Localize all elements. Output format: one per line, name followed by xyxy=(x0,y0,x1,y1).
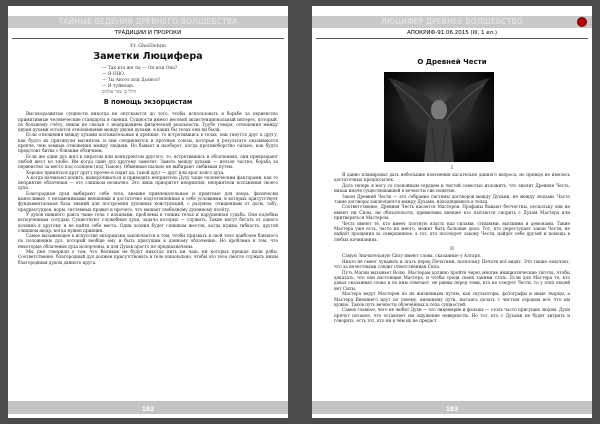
author-name: Fr. GhoIDohim xyxy=(130,44,166,49)
article-subheading: В помощь экзорцистам xyxy=(103,98,193,107)
header-band xyxy=(8,16,288,28)
paragraph: Путь Магии вызывает Волю. Мастерам должно пройти через многие инициатические тяготы, чтобы доказать, что они настоящие Мастера, и чтобы среди своих такими стать. Если для Мастера те, кто давал сказанные слова и по ним отвечает, не равны перед теми, кто не следует Чести, то у этих людей нет Силы. xyxy=(334,269,570,291)
seal-icon xyxy=(577,17,587,27)
page-number: 182 xyxy=(141,406,155,413)
paragraph: Высокоразвитые сущности никогда не опускаются до того, чтобы использовать в борьбе за первенство примитивные человеческие стандарты и оценки. Сущности имеют весовой экзистенциональный интерес, который, по большому счёту, никак не связан с недержанием физической реальности. Грубо говоря, отношения между двумя духами остаются отношениями между двумя духами, в каких бы телах они ни были. xyxy=(18,111,278,133)
section-rubric: ТРАДИЦИИ И ПРОРОКИ xyxy=(114,30,182,36)
page-number: 183 xyxy=(445,406,459,413)
paragraph: Я давно планировал дать небольшие пояснения касательно данного вопроса, но прежде не имелось достаточных предпосылок. xyxy=(334,172,570,183)
epigraph-hebrew: הילל בן שחר אלהים xyxy=(102,90,137,96)
article-body xyxy=(334,164,570,396)
dark-angel-photo xyxy=(384,72,494,162)
section-rubric: АПОКРИФ-91.06.2015 (III, 1 ел.) xyxy=(406,30,498,36)
paragraph: Благородные духи выбирают себе тела, внешне привлекательные и приятные для взора, физически выносливые, с незаменимыми внешними и достаточно подготовленные к себе условиями, в которых присутствует фундаментальная база знаний для построения духовных конструкций, с разумом, очищенным от догм, табу, предрассудков, норм, системных правил и прочего, что мешает свободному духовному полёту. xyxy=(18,190,278,212)
article-body xyxy=(18,42,278,396)
divider xyxy=(12,38,284,39)
section-marker: I xyxy=(451,165,453,171)
paragraph: Мастера ведут Мастеров по их жизненным путям, как скульпторы, фотографы и иные творцы, а Мастера Внешнего идут по своему, внешнему пути, пытаясь делать с чистым сердцем всё, что им нужно. Таков путь вечности облечённых в тела сущностей. xyxy=(334,291,570,307)
paragraph: Самое вызывающее в искусстве экзорцизма заключается в том, чтобы призвать в свой тело наиболее близкого по положению дух, который вообще ему и быть присущим к данному облачению. Но проблема в том, что некоторые облачения духа испорчены, и для Духов просто не предназначены. xyxy=(18,233,278,249)
header-band-text: ЛЮЦИФЕР ДРЕВНЕЕ ВОЛШЕБСТВО xyxy=(381,17,523,26)
paragraph: У духов нижнего ранга чаще тела с изъянами, проблемы в тонких телах и нарушенная судьба. Они подобны испорченным сосудам. Существуют служебные духи, задача которых — служить. Такие могут бегать от одного хозяина к другому и не найти себе места. Один хозяин будет слишком жесток, когда нужна гибкость, другой слишком щедр, когда нужен принцип. xyxy=(18,211,278,233)
paragraph: Дата теперь я могу со спокойным сердцем и чистой совестью изложить, что значит Древняя Честь, никак иначе существовавшей в вечности сие понятие. xyxy=(334,182,570,194)
paragraph: Никто не смеет лукавить и лгать перед Печатями, поскольку Печати всё видят. Это также означает, что за нечестными следит ответственная Сила. xyxy=(334,258,570,270)
right-page xyxy=(312,6,592,418)
article-title: Заметки Люцифера xyxy=(93,51,203,63)
article-title: О Древней Чести xyxy=(417,58,487,66)
paragraph: А когда начинают копить, выворачиваться и приводить неприятель Духу чаще человеческим факторами, как то неприятие облачения — это слишком незначно. Это лишь приоритет неприятия, неприятели положения своего духа. xyxy=(18,174,278,191)
section-marker: II xyxy=(450,246,454,253)
epigraph-line: — Ты Ангел или Дьявол? xyxy=(102,78,160,84)
paragraph: Если отношения между духами положительные и крепкие, то встретившись в телах, они тянутся друг к другу, как будто их притянули магнитом, и они соединяются в прочные союзы, которые в результате оказываются крепче, чем земные отношения между людьми. Но бывает и наоборот, когда противоборство сильно, как будто предстоит битва с близким обличием. xyxy=(18,132,278,154)
paragraph: Самую Значительную Силу имеют слова, сказанные у Алтаря. xyxy=(342,253,482,259)
paragraph: Хорошо приняться друг другу прочее в сидит да, такой друг — друг или враг конго духа. xyxy=(26,169,225,175)
epigraph-line: — Я ОНО. xyxy=(102,72,126,78)
header-band xyxy=(312,16,592,28)
left-page xyxy=(8,6,288,418)
header-band-text: ТАЙНЫЕ ВЕДЕНИЯ ДРЕВНЕГО ВОЛШЕБСТВА xyxy=(58,17,238,26)
epigraph-line: — Так кто же ты — Он или Она? xyxy=(102,66,178,72)
paragraph: Закон Древней Чести — это собрание системы договоров между Духами, не между людьми. Часто такие договоры заключаются между Духами, находящимися в телах. xyxy=(334,193,570,205)
epigraph-line: — Я чуйвоще. xyxy=(102,84,135,90)
paragraph: Мы уже говорили о том, что Великие не будут никогда пить ни чаш, ни которых прежде пили рабы. Соответственно, благородный дух должен присутствовать в теле изначально, чтобы это тело смогло служить иным благородным духом данного круга. xyxy=(18,249,278,265)
paragraph: Честь имеют те, кто имеет плотную власть над силами, стихиями, высшими и демонами. Такие Мастера уже есть, часто их много, может быть большие дела. Тот, кто переступает закон Чести, не найдёт прощения за совершенное, а тот, кто последует закону Чести, найдёт себе друзей и помощь в любых начинаниях. xyxy=(334,220,570,242)
paragraph: Соответственно, Древняя Честь касается Мастеров. Профаны бывают бесчестны, поскольку они не имеют ни Силы, ни обязательств, примитивы внешне кто пытаются спорить с Духом Мастера или притворяться Мастером. xyxy=(334,204,570,221)
paragraph: Самое главное, чего не любят Духи — это лицемерие и фальшь — столь часто присущих людям. Духи прячут поганое, что оставляет им ощущение неверности. Но тот, кто с Духами не будет хитрить и говорить, есть тот, кто ни в чём их не предаст. xyxy=(334,307,570,324)
divider xyxy=(316,38,588,39)
paragraph: Если же один дух жил в пиратом или конкурентом другого, то, встретившись в облачениях, они превращают любой жест ко злобе. Им когда один дух другому заметит. Заметь между духами — нельзя частно, борьба за первенство за место под солнцем (под Тьмою). Обменные пыльно не выбирают любимым путем. xyxy=(18,153,278,170)
